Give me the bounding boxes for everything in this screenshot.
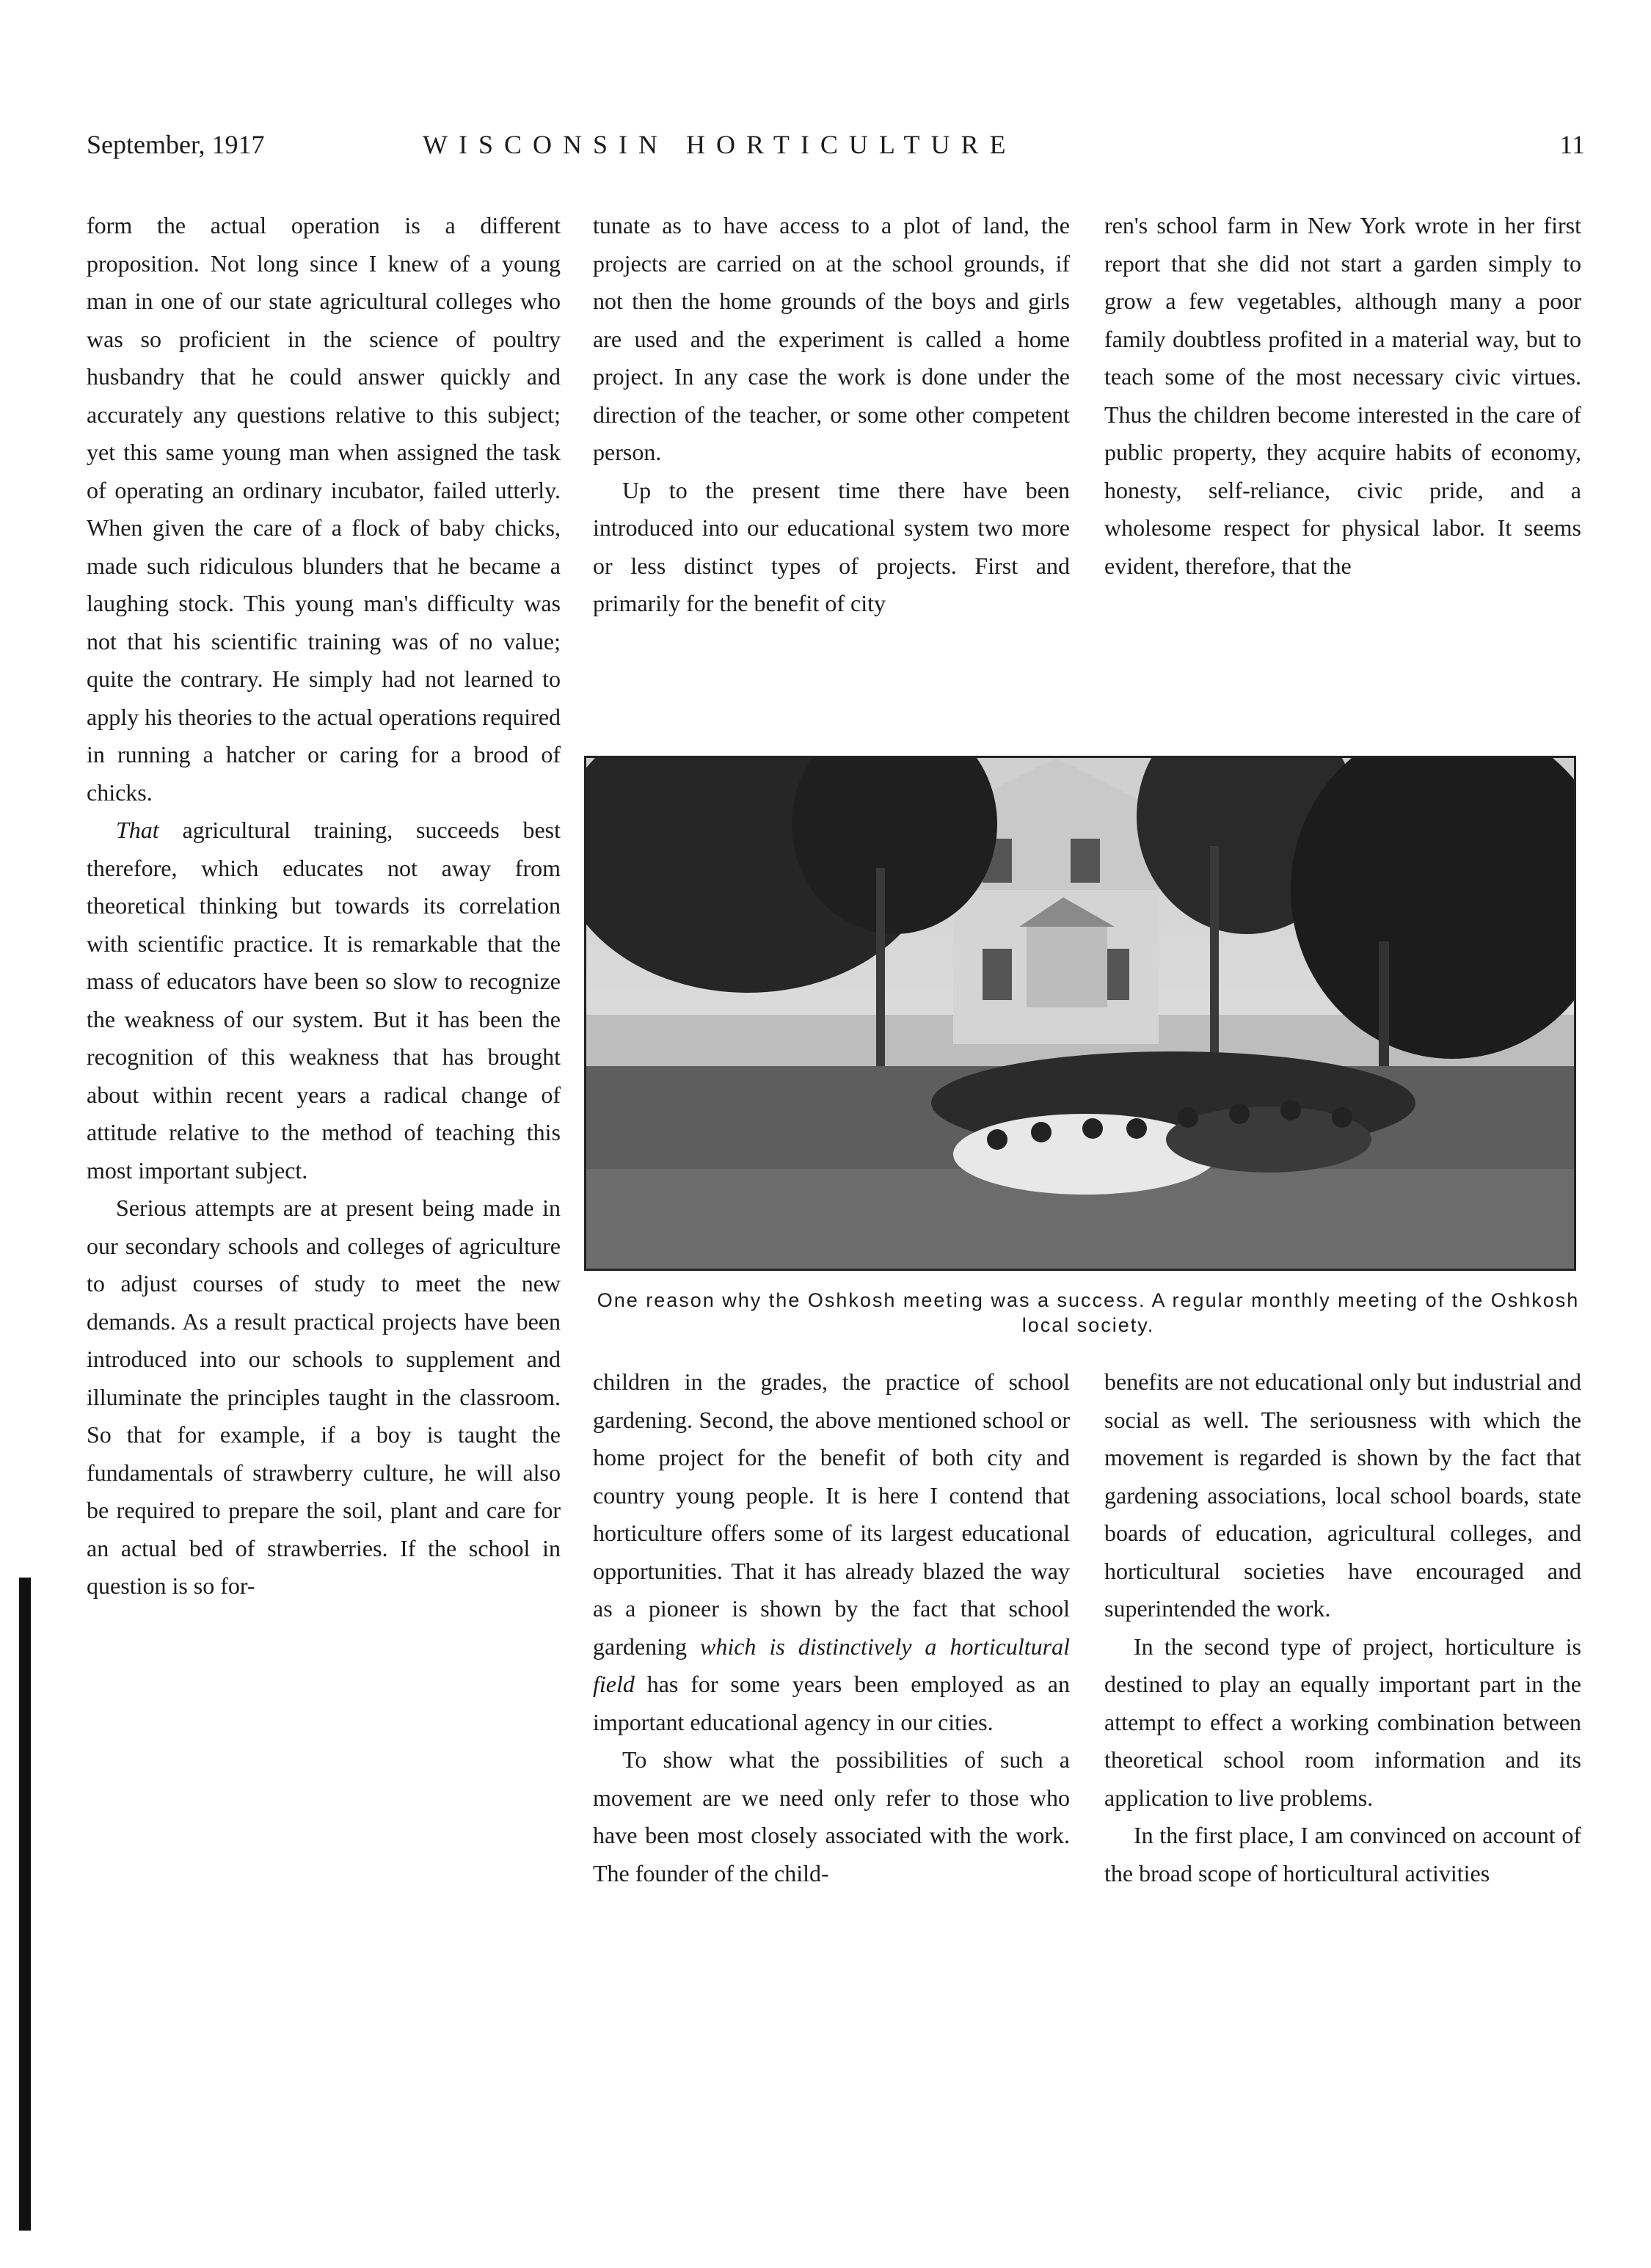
paragraph-text: agricultural training, succeeds best therefore, which educates not away from theoretical thinking but towards its correlation with scientific practice. It is remarkable that the mass of educators have been so slow to recognize the weakness of our system. But it has been the recognition of this weakness that has brought about within recent years a radical change of attitude relative to the method of teaching this most important subject. — [87, 817, 561, 1184]
binding-margin-mark — [19, 1578, 31, 2231]
paragraph: In the second type of project, horticulture is destined to play an equally important part in the attempt to effect a working combination between theoretical school room information and its application to live problems. — [1104, 1633, 1581, 1811]
column-3-top — [1104, 207, 1581, 585]
paragraph: benefits are not educational only but industrial and social as well. The seriousness with which the movement is regarded is shown by the fact that gardening associations, local school boards, state boards of education, agricultural colleges, and horticultural societies have encouraged and superintended the work. — [1104, 1368, 1581, 1622]
page-number: 11 — [1559, 130, 1585, 159]
italic-phrase: which is distinctively a horticultural field — [593, 1633, 1071, 1697]
column-2-bottom — [593, 1363, 1070, 1892]
italic-lead: That — [116, 817, 159, 843]
group-photo — [584, 756, 1576, 1271]
photo-illustration — [586, 758, 1574, 1269]
column-3-bottom — [1104, 1363, 1581, 1892]
paragraph: Up to the present time there have been introduced into our educational system two more or less distinct types of projects. First and primarily for the benefit of city — [593, 476, 1070, 616]
paragraph — [593, 1363, 1070, 1741]
paragraph: tunate as to have access to a plot of land, the projects are carried on at the school grounds, if not then the home grounds of the boys and girls are used and the experiment is called a home project. In any case the work is done under the direction of the teacher, or some other competent person. — [593, 212, 1070, 465]
photo-caption: One reason why the Oshkosh meeting was a success. A regular monthly meeting of the Oshkosh local society. — [597, 1289, 1580, 1336]
paragraph: In the first place, I am convinced on account of the broad scope of horticultural activities — [1104, 1822, 1581, 1886]
paragraph: Serious attempts are at present being made in our secondary schools and colleges of agriculture to adjust courses of study to meet the new demands. As a result practical projects have been introduced into our schools to supplement and illuminate the principles taught in the classroom. So that for example, if a boy is taught the fundamentals of strawberry culture, he will also be required to prepare the soil, plant and care for an actual bed of strawberries. If the school in question is so for- — [87, 1195, 561, 1599]
journal-title: WISCONSIN HORTICULTURE — [423, 130, 1017, 159]
issue-date: September, 1917 — [87, 130, 265, 159]
column-1 — [87, 207, 561, 1605]
paragraph: form the actual operation is a different proposition. Not long since I knew of a young man in one of our state agricultural colleges who was so proficient in the science of poultry husbandry that he could answer quickly and accurately any questions relative to this subject; yet this same young man when assigned the task of operating an ordinary incubator, failed utterly. When given the care of a flock of baby chicks, made such ridiculous blunders that he became a laughing stock. This young man's difficulty was not that his scientific training was of no value; quite the contrary. He simply had not learned to apply his theories to the actual operations required in running a hatcher or caring for a brood of chicks. — [87, 212, 561, 806]
paragraph-text: has for some years been employed as an important educational agency in our cities. — [593, 1671, 1071, 1735]
paragraph: To show what the possibilities of such a movement are we need only refer to those who have been most closely associated with the work. The founder of the child- — [593, 1746, 1070, 1886]
paragraph-text: children in the grades, the practice of school gardening. Second, the above mentioned school or home project for the benefit of both city and country young people. It is here I contend that horticulture offers some of its largest educational opportunities. That it has already blazed the way as a pioneer is shown by the fact that school gardening — [593, 1368, 1070, 1660]
page-header — [87, 129, 1585, 164]
paragraph: ren's school farm in New York wrote in her first report that she did not start a garden simply to grow a few vegetables, although many a poor family doubtless profited in a material way, but to teach some of the most necessary civic virtues. Thus the children become interested in the care of public property, they acquire habits of economy, honesty, self-reliance, civic pride, and a wholesome respect for physical labor. It seems evident, therefore, that the — [1104, 212, 1581, 579]
column-2-top — [593, 207, 1070, 623]
paragraph — [87, 812, 561, 1189]
